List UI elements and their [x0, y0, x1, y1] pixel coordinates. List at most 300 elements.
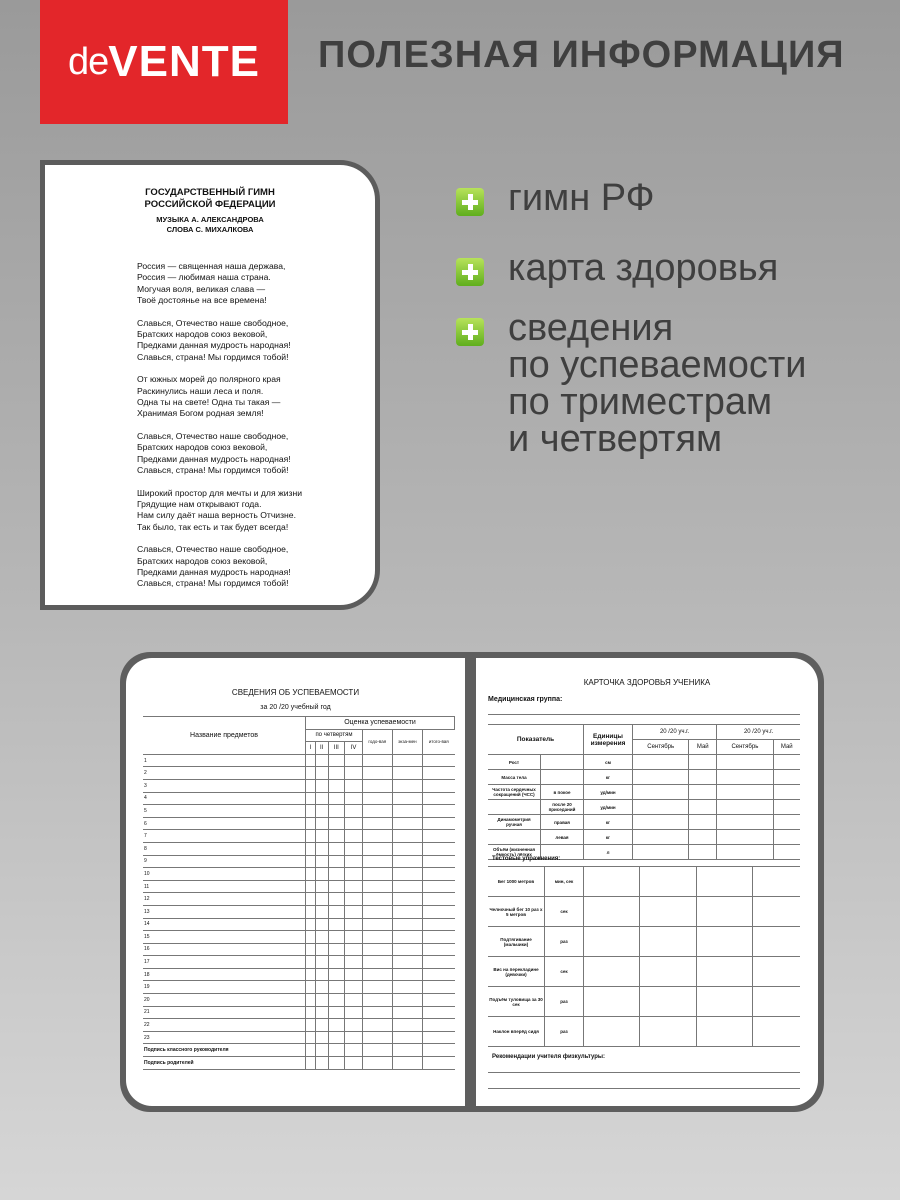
anthem-line: Широкий простор для мечты и для жизни	[137, 487, 303, 498]
grade-cell	[423, 981, 455, 994]
value-cell	[717, 830, 773, 845]
progress-page	[126, 658, 465, 1106]
table-row	[143, 1044, 455, 1057]
grade-cell	[306, 956, 316, 969]
anthem-line: Россия — священная наша держава,	[137, 261, 286, 271]
test-name-cell: Бег 1000 метров	[488, 867, 545, 897]
grade-cell	[315, 779, 328, 792]
grade-cell	[306, 880, 316, 893]
year-header: 20 /20 уч.г.	[633, 725, 717, 740]
health-card-title: КАРТОЧКА ЗДОРОВЬЯ УЧЕНИКА	[583, 678, 711, 687]
grade-cell	[315, 943, 328, 956]
grade-cell	[392, 880, 423, 893]
grade-cell	[423, 1006, 455, 1019]
recommendations-label: Рекомендации учителя физкультуры:	[492, 1054, 606, 1060]
value-cell	[633, 800, 689, 815]
grade-cell	[328, 779, 344, 792]
grade-cell	[345, 956, 363, 969]
brand-logo	[40, 0, 288, 124]
grade-cell	[328, 817, 344, 830]
unit-cell: см	[584, 755, 633, 770]
bullet-line: гимн РФ	[508, 177, 655, 219]
indicator-cell: Рост	[488, 755, 541, 770]
grade-cell	[345, 792, 363, 805]
grade-cell	[362, 905, 392, 918]
table-row	[488, 867, 800, 897]
indicator-sub-cell: после 20 приседаний	[541, 800, 584, 815]
table-row	[143, 767, 455, 780]
value-cell	[696, 927, 752, 957]
grade-cell	[306, 1006, 316, 1019]
grade-cell	[306, 1031, 316, 1044]
value-cell	[689, 755, 717, 770]
anthem-line: Твоё достоянье на все времена!	[137, 294, 267, 305]
value-cell	[696, 987, 752, 1017]
subject-cell: 21	[143, 1006, 306, 1019]
value-cell	[696, 897, 752, 927]
test-name-cell: Вис на перекладине (девочки)	[488, 957, 545, 987]
bullet-anthem	[456, 177, 655, 219]
grade-cell	[345, 905, 363, 918]
grade-cell	[392, 956, 423, 969]
value-cell	[696, 867, 752, 897]
value-cell	[773, 785, 800, 800]
grade-cell	[328, 956, 344, 969]
grade-cell	[315, 956, 328, 969]
grade-cell	[345, 880, 363, 893]
test-unit-cell: раз	[545, 927, 584, 957]
grade-cell	[328, 805, 344, 818]
grade-cell	[345, 779, 363, 792]
value-cell	[689, 815, 717, 830]
value-cell	[584, 867, 640, 897]
grade-cell	[392, 1006, 423, 1019]
col-year: годо-вая	[362, 729, 392, 754]
grade-cell	[392, 1057, 423, 1070]
subject-cell: 2	[143, 767, 306, 780]
indicator-sub-cell	[541, 755, 584, 770]
table-row	[143, 805, 455, 818]
col-exam: экза-мен	[392, 729, 423, 754]
grade-cell	[306, 754, 316, 767]
table-row	[488, 1017, 800, 1047]
table-row	[143, 981, 455, 994]
grade-cell	[306, 1057, 316, 1070]
value-cell	[633, 770, 689, 785]
subject-cell: 6	[143, 817, 306, 830]
grade-cell	[423, 842, 455, 855]
grade-cell	[328, 943, 344, 956]
grade-cell	[345, 805, 363, 818]
grade-cell	[328, 931, 344, 944]
bullet-text	[508, 247, 779, 289]
bullet-line: карта здоровья	[508, 247, 779, 289]
grade-cell	[345, 1019, 363, 1032]
anthem-line: Братских народов союз вековой,	[137, 328, 268, 339]
table-row	[143, 918, 455, 931]
bullet-progress	[456, 307, 807, 460]
grade-cell	[328, 754, 344, 767]
grade-cell	[423, 754, 455, 767]
medical-group-label: Медицинская группа:	[488, 696, 563, 703]
grade-cell	[306, 968, 316, 981]
anthem-title-line: РОССИЙСКОЙ ФЕДЕРАЦИИ	[144, 199, 276, 210]
grade-cell	[328, 830, 344, 843]
grade-cell	[328, 918, 344, 931]
progress-year-line: за 20 /20 учебный год	[260, 704, 331, 711]
grade-cell	[306, 842, 316, 855]
grade-cell	[315, 767, 328, 780]
grade-cell	[345, 931, 363, 944]
grade-cell	[362, 1044, 392, 1057]
plus-icon	[456, 258, 484, 286]
grade-cell	[362, 981, 392, 994]
value-cell	[773, 800, 800, 815]
anthem-verse	[137, 261, 367, 306]
value-cell	[773, 815, 800, 830]
grade-cell	[315, 868, 328, 881]
value-cell	[584, 927, 640, 957]
subject-cell: 13	[143, 905, 306, 918]
grade-cell	[328, 968, 344, 981]
grade-cell	[423, 918, 455, 931]
indicator-cell: Частота сердечных сокращений (ЧСС)	[488, 785, 541, 800]
subject-cell: 3	[143, 779, 306, 792]
grade-cell	[362, 918, 392, 931]
unit-cell: уд/мин	[584, 800, 633, 815]
grade-cell	[315, 905, 328, 918]
page-title: ПОЛЕЗНАЯ ИНФОРМАЦИЯ	[318, 34, 845, 76]
table-row	[143, 1057, 455, 1070]
progress-table	[143, 716, 455, 1070]
grade-cell	[315, 1006, 328, 1019]
grade-cell	[315, 1031, 328, 1044]
grade-cell	[306, 981, 316, 994]
test-unit-cell: мин, сек	[545, 867, 584, 897]
grade-cell	[345, 817, 363, 830]
grade-cell	[315, 830, 328, 843]
grade-cell	[306, 893, 316, 906]
grade-cell	[392, 754, 423, 767]
grade-cell	[306, 918, 316, 931]
grade-cell	[392, 855, 423, 868]
subject-cell: 17	[143, 956, 306, 969]
grade-cell	[345, 1006, 363, 1019]
grade-cell	[315, 855, 328, 868]
unit-cell: кг	[584, 770, 633, 785]
value-cell	[773, 755, 800, 770]
unit-cell: кг	[584, 830, 633, 845]
value-cell	[633, 815, 689, 830]
value-cell	[689, 770, 717, 785]
anthem-verse	[137, 544, 367, 589]
value-cell	[584, 957, 640, 987]
grade-cell	[315, 918, 328, 931]
grade-cell	[423, 830, 455, 843]
subject-cell: Подпись родителей	[143, 1057, 306, 1070]
grade-cell	[345, 830, 363, 843]
grade-cell	[315, 994, 328, 1007]
value-cell	[689, 830, 717, 845]
anthem-line: Предками данная мудрость народная!	[137, 340, 291, 351]
anthem-title	[45, 187, 375, 211]
grade-cell	[362, 855, 392, 868]
unit-cell: уд/мин	[584, 785, 633, 800]
grade-cell	[315, 1019, 328, 1032]
plus-icon	[456, 318, 484, 346]
plus-icon	[456, 188, 484, 216]
grade-cell	[392, 779, 423, 792]
grade-cell	[306, 817, 316, 830]
value-cell	[753, 897, 800, 927]
grade-cell	[315, 805, 328, 818]
value-cell	[689, 845, 717, 860]
anthem-line: Славься, страна! Мы гордимся тобой!	[137, 578, 289, 589]
anthem-author-line: МУЗЫКА А. АЛЕКСАНДРОВА	[156, 215, 264, 224]
grade-cell	[315, 817, 328, 830]
anthem-line: Россия — любимая наша страна.	[137, 272, 271, 283]
unit-cell: л	[584, 845, 633, 860]
table-row	[143, 817, 455, 830]
month-header: Май	[773, 740, 800, 755]
col-grades: Оценка успеваемости	[306, 717, 455, 730]
grade-cell	[306, 994, 316, 1007]
grade-cell	[328, 842, 344, 855]
indicator-cell	[488, 800, 541, 815]
table-row	[143, 779, 455, 792]
value-cell	[633, 755, 689, 770]
grade-cell	[306, 830, 316, 843]
value-cell	[640, 957, 696, 987]
grade-cell	[362, 868, 392, 881]
grade-cell	[315, 792, 328, 805]
col-units: Единицы измерения	[584, 725, 633, 755]
grade-cell	[315, 1044, 328, 1057]
open-notebook	[120, 652, 824, 1112]
value-cell	[689, 800, 717, 815]
anthem-line: Славься, Отечество наше свободное,	[137, 317, 289, 328]
grade-cell	[392, 918, 423, 931]
grade-cell	[423, 792, 455, 805]
value-cell	[717, 815, 773, 830]
table-row	[143, 792, 455, 805]
grade-cell	[423, 767, 455, 780]
subject-cell: 22	[143, 1019, 306, 1032]
grade-cell	[423, 1031, 455, 1044]
grade-cell	[362, 956, 392, 969]
table-row	[488, 897, 800, 927]
grade-cell	[392, 830, 423, 843]
grade-cell	[345, 767, 363, 780]
grade-cell	[392, 842, 423, 855]
subject-cell: 5	[143, 805, 306, 818]
grade-cell	[315, 931, 328, 944]
grade-cell	[392, 1044, 423, 1057]
indicator-sub-cell: правая	[541, 815, 584, 830]
grade-cell	[362, 893, 392, 906]
grade-cell	[392, 805, 423, 818]
grade-cell	[392, 1031, 423, 1044]
anthem-verse	[137, 318, 367, 363]
subject-cell: Подпись классного руководителя	[143, 1044, 306, 1057]
indicator-sub-cell	[541, 770, 584, 785]
value-cell	[773, 830, 800, 845]
anthem-line: Предками данная мудрость народная!	[137, 567, 291, 578]
indicator-cell: Динамометрия ручная	[488, 815, 541, 830]
tests-title: Тестовые упражнения:	[492, 856, 561, 862]
grade-cell	[362, 817, 392, 830]
test-name-cell: Подъём туловища за 30 сек	[488, 987, 545, 1017]
grade-cell	[362, 779, 392, 792]
table-row	[143, 855, 455, 868]
grade-cell	[362, 754, 392, 767]
table-row	[488, 785, 800, 800]
grade-cell	[423, 956, 455, 969]
grade-cell	[423, 1044, 455, 1057]
grade-cell	[392, 767, 423, 780]
quarter-header: III	[328, 742, 344, 755]
subject-cell: 1	[143, 754, 306, 767]
grade-cell	[423, 880, 455, 893]
table-row	[143, 868, 455, 881]
value-cell	[633, 785, 689, 800]
progress-title: СВЕДЕНИЯ ОБ УСПЕВАЕМОСТИ	[231, 688, 360, 697]
grade-cell	[306, 943, 316, 956]
grade-cell	[362, 994, 392, 1007]
value-cell	[633, 845, 689, 860]
value-cell	[753, 957, 800, 987]
grade-cell	[392, 994, 423, 1007]
grade-cell	[306, 855, 316, 868]
col-quarters: по четвертям	[306, 729, 363, 742]
anthem-line: Братских народов союз вековой,	[137, 555, 268, 566]
brand-logo-de: de	[68, 40, 109, 83]
subject-cell: 20	[143, 994, 306, 1007]
grade-cell	[328, 1006, 344, 1019]
grade-cell	[328, 893, 344, 906]
grade-cell	[392, 968, 423, 981]
grade-cell	[306, 868, 316, 881]
grade-cell	[315, 880, 328, 893]
grade-cell	[362, 805, 392, 818]
value-cell	[773, 770, 800, 785]
grade-cell	[328, 994, 344, 1007]
grade-cell	[362, 931, 392, 944]
grade-cell	[362, 1031, 392, 1044]
subject-cell: 9	[143, 855, 306, 868]
grade-cell	[345, 1031, 363, 1044]
grade-cell	[328, 792, 344, 805]
table-row	[143, 893, 455, 906]
anthem-page	[40, 160, 380, 610]
grade-cell	[315, 981, 328, 994]
grade-cell	[423, 893, 455, 906]
indicator-sub-cell: в покое	[541, 785, 584, 800]
grade-cell	[423, 994, 455, 1007]
grade-cell	[328, 767, 344, 780]
value-cell	[584, 1017, 640, 1047]
grade-cell	[345, 968, 363, 981]
grade-cell	[306, 1019, 316, 1032]
grade-cell	[328, 1031, 344, 1044]
table-row	[143, 931, 455, 944]
grade-cell	[423, 1057, 455, 1070]
anthem-line: Могучая воля, великая слава —	[137, 283, 266, 294]
month-header: Май	[689, 740, 717, 755]
grade-cell	[306, 792, 316, 805]
grade-cell	[315, 1057, 328, 1070]
anthem-verse	[137, 374, 367, 419]
table-row	[488, 830, 800, 845]
grade-cell	[362, 767, 392, 780]
bullet-text	[508, 177, 655, 219]
anthem-line: Грядущие нам открывают года.	[137, 499, 262, 510]
test-unit-cell: сек	[545, 897, 584, 927]
grade-cell	[423, 805, 455, 818]
tests-table	[488, 866, 800, 1047]
grade-cell	[306, 931, 316, 944]
grade-cell	[328, 1044, 344, 1057]
indicator-cell: Объём (жизненная ёмкость) лёгких	[488, 845, 541, 860]
table-row	[488, 800, 800, 815]
month-header: Сентябрь	[717, 740, 773, 755]
table-row	[488, 770, 800, 785]
unit-cell: кг	[584, 815, 633, 830]
test-unit-cell: сек	[545, 957, 584, 987]
test-unit-cell: раз	[545, 1017, 584, 1047]
value-cell	[696, 957, 752, 987]
grade-cell	[423, 855, 455, 868]
test-name-cell: Наклон вперёд сидя	[488, 1017, 545, 1047]
bullet-line: и четвертям	[508, 418, 723, 460]
value-cell	[717, 755, 773, 770]
month-header: Сентябрь	[633, 740, 689, 755]
grade-cell	[328, 1019, 344, 1032]
grade-cell	[392, 943, 423, 956]
value-cell	[640, 927, 696, 957]
value-cell	[773, 845, 800, 860]
anthem-line: Нам силу даёт наша верность Отчизне.	[137, 510, 296, 521]
grade-cell	[423, 868, 455, 881]
value-cell	[689, 785, 717, 800]
table-row	[143, 943, 455, 956]
value-cell	[717, 800, 773, 815]
value-cell	[753, 927, 800, 957]
table-row	[143, 905, 455, 918]
value-cell	[717, 785, 773, 800]
grade-cell	[362, 1057, 392, 1070]
grade-cell	[392, 792, 423, 805]
anthem-verse	[137, 488, 367, 533]
grade-cell	[306, 905, 316, 918]
health-table	[488, 724, 800, 860]
subject-cell: 8	[143, 842, 306, 855]
test-name-cell: Челночный бег 10 раз х 5 метров	[488, 897, 545, 927]
subject-cell: 11	[143, 880, 306, 893]
grade-cell	[392, 981, 423, 994]
grade-cell	[315, 842, 328, 855]
grade-cell	[306, 805, 316, 818]
anthem-line: От южных морей до полярного края	[137, 374, 281, 385]
table-row	[488, 755, 800, 770]
grade-cell	[362, 1019, 392, 1032]
grade-cell	[328, 1057, 344, 1070]
bullet-line: сведения	[508, 307, 674, 349]
grade-cell	[423, 968, 455, 981]
anthem-authors	[45, 215, 375, 235]
grade-cell	[345, 994, 363, 1007]
indicator-cell	[488, 830, 541, 845]
